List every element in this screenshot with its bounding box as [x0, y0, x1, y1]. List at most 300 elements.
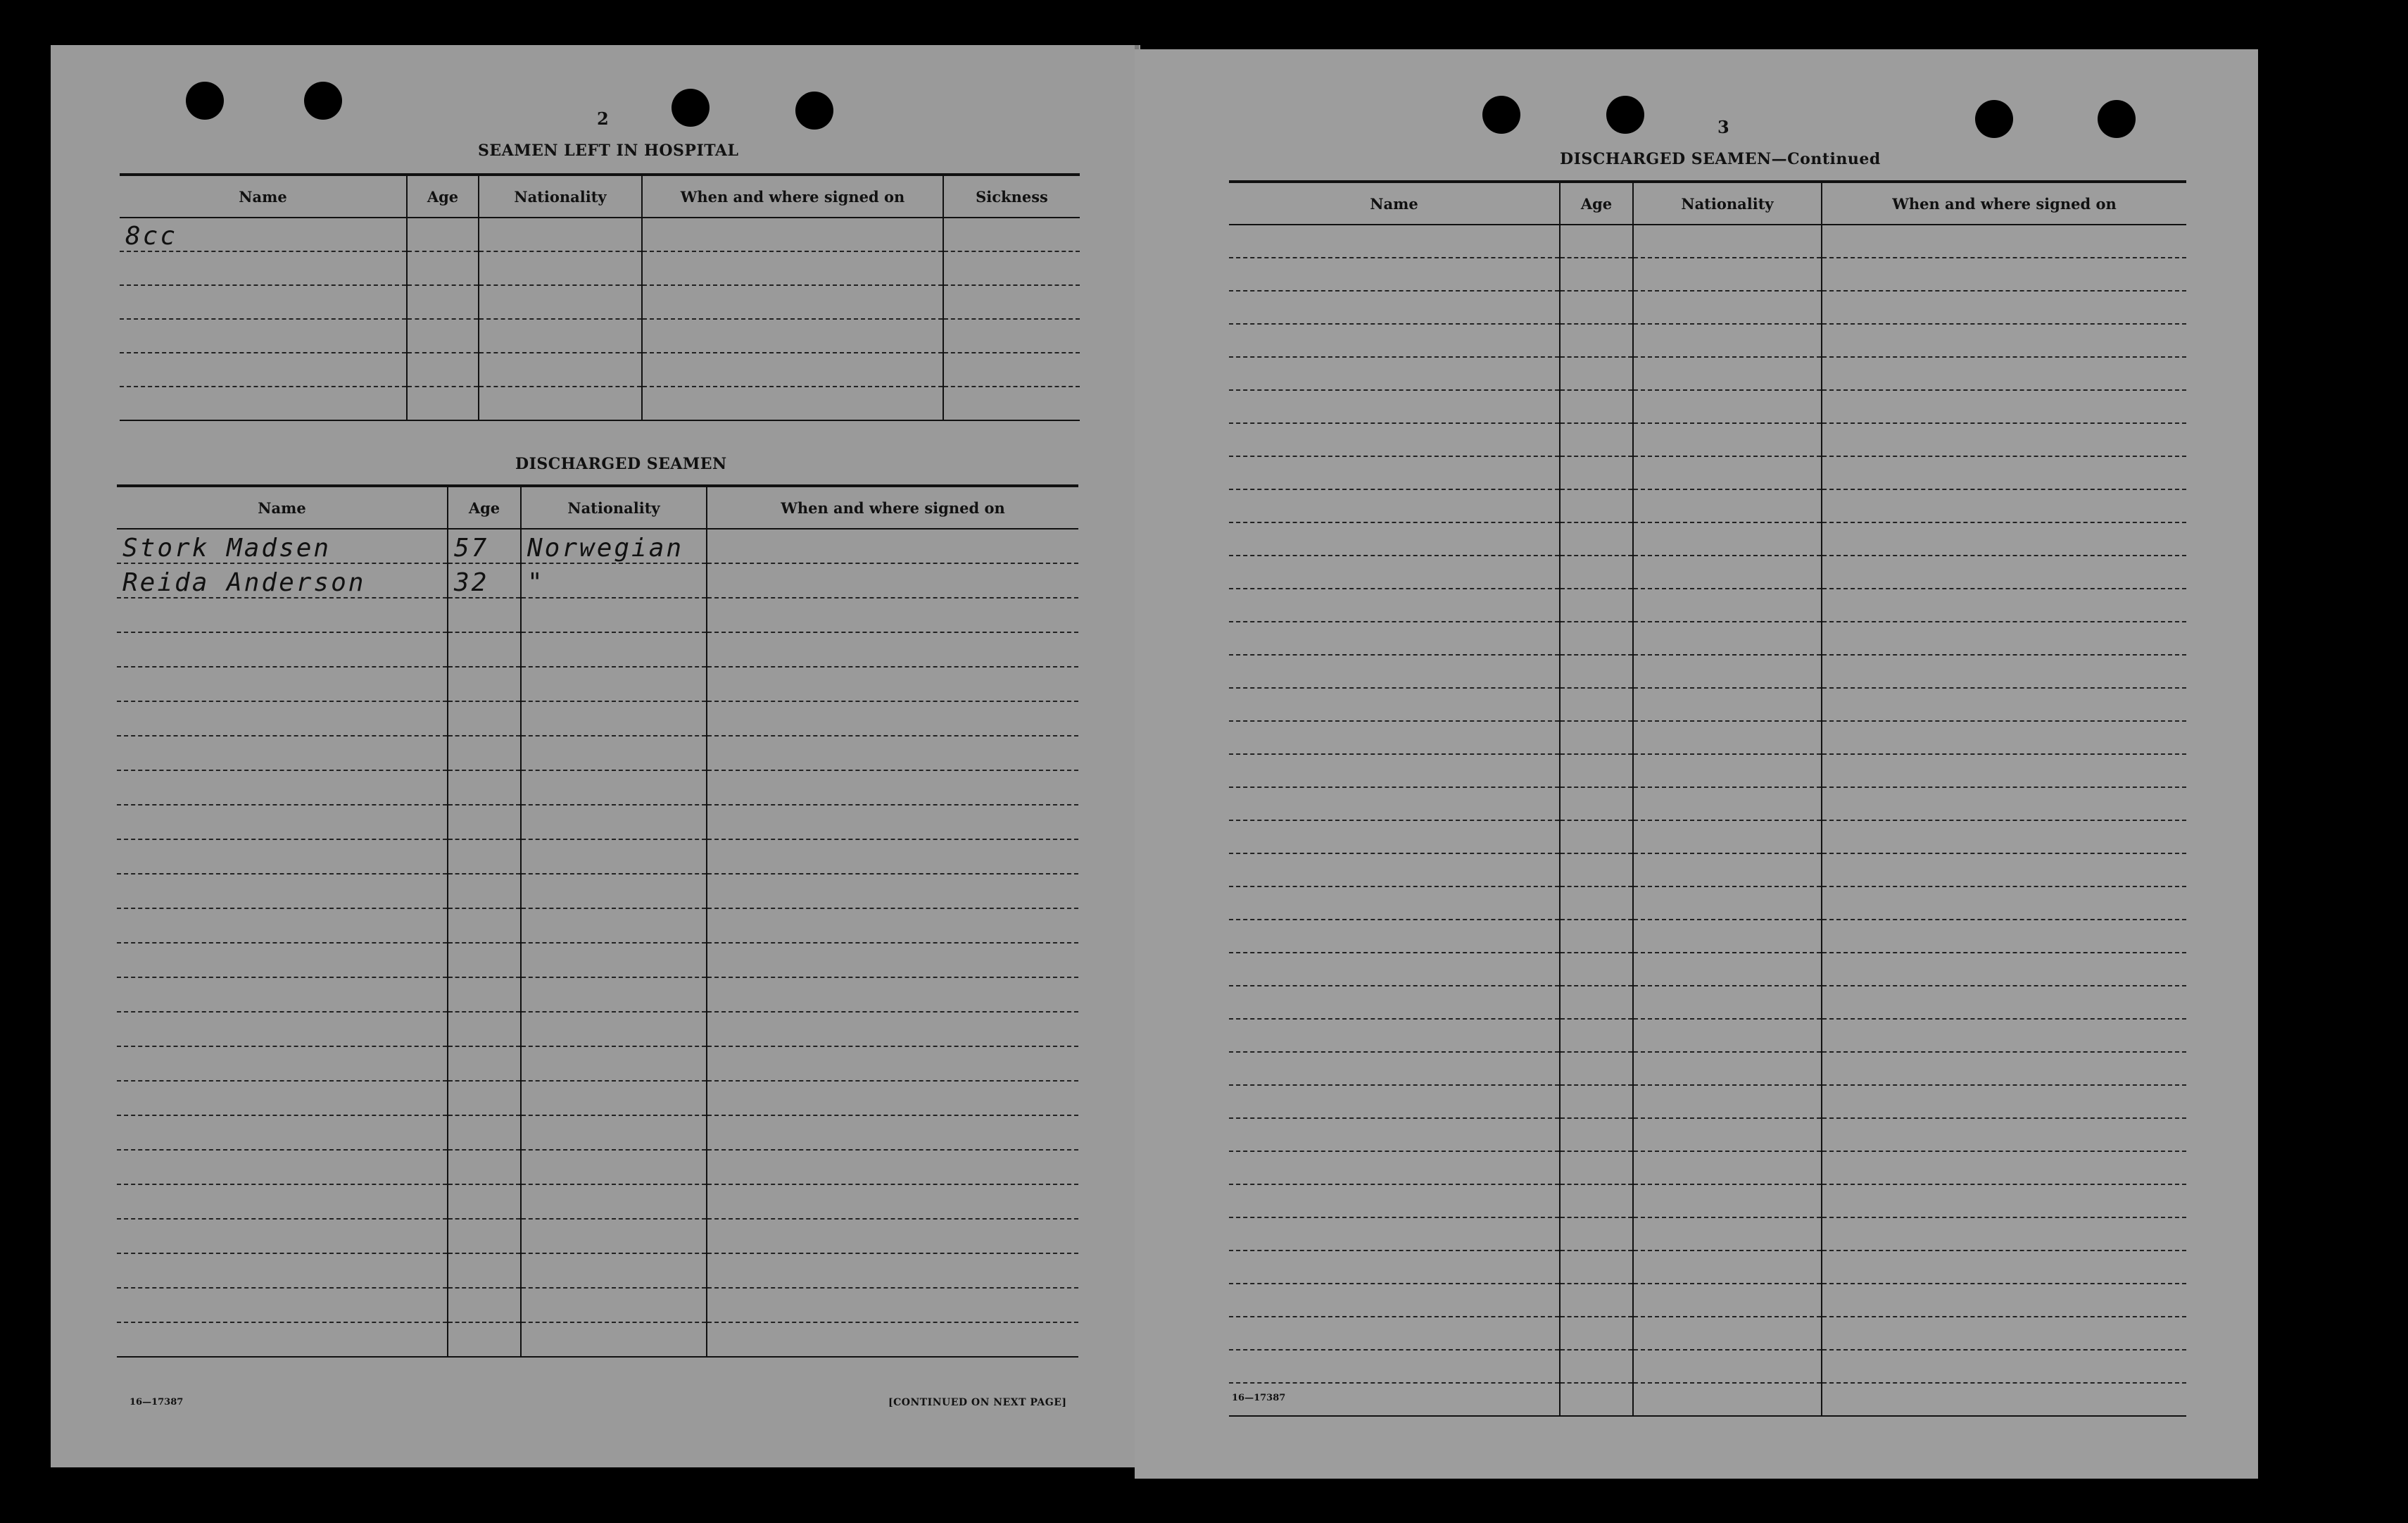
table-cell — [1229, 920, 1560, 953]
table-cell — [1822, 556, 2186, 589]
table-cell — [117, 1081, 448, 1115]
table-cell — [448, 943, 521, 977]
table-cell — [448, 1046, 521, 1081]
table-cell — [521, 874, 707, 908]
table-row — [1229, 622, 2186, 655]
table-cell — [1822, 1019, 2186, 1052]
table-cell — [479, 251, 642, 285]
table-cell — [1822, 754, 2186, 787]
table-cell — [1560, 721, 1633, 754]
table-cell — [117, 874, 448, 908]
table-row — [117, 874, 1078, 908]
table-cell — [707, 1322, 1078, 1357]
table-row — [1229, 357, 2186, 390]
table-row — [1229, 1383, 2186, 1416]
column-header: Name — [117, 486, 448, 529]
table-cell — [707, 1184, 1078, 1219]
table-cell — [448, 736, 521, 770]
table-cell — [521, 839, 707, 874]
column-header: When and where signed on — [642, 175, 943, 218]
table-header-row — [1229, 182, 2186, 225]
table-row — [117, 667, 1078, 701]
table-cell — [707, 1046, 1078, 1081]
table-row — [117, 632, 1078, 667]
table-cell — [943, 387, 1080, 420]
table-cell — [943, 353, 1080, 387]
table-cell — [1633, 423, 1822, 456]
table-cell — [1633, 721, 1822, 754]
table-cell — [1560, 622, 1633, 655]
table-cell — [1822, 721, 2186, 754]
punch-hole — [672, 89, 710, 127]
table-cell — [448, 598, 521, 632]
table-row — [120, 285, 1080, 319]
table-cell — [120, 387, 407, 420]
table-cell — [1560, 357, 1633, 390]
table-cell — [479, 218, 642, 251]
table-cell — [1560, 1317, 1633, 1350]
page-number: 3 — [1717, 117, 1729, 137]
table-row — [1229, 1019, 2186, 1052]
table-cell — [707, 598, 1078, 632]
table-cell — [521, 1046, 707, 1081]
table-cell — [1560, 688, 1633, 721]
table-row — [1229, 1284, 2186, 1317]
table-cell — [479, 285, 642, 319]
table-cell — [642, 319, 943, 353]
table-cell — [117, 943, 448, 977]
table-row — [120, 251, 1080, 285]
table-cell — [407, 251, 479, 285]
table-row — [1229, 1151, 2186, 1184]
table-cell — [1560, 1151, 1633, 1184]
table-cell — [521, 1288, 707, 1322]
table-cell — [1560, 1217, 1633, 1251]
table-cell — [943, 251, 1080, 285]
table-cell — [1229, 1052, 1560, 1085]
table-cell — [1633, 1251, 1822, 1284]
table-cell — [1229, 1317, 1560, 1350]
table-row — [1229, 522, 2186, 556]
table-cell — [1229, 721, 1560, 754]
column-header: Sickness — [943, 175, 1080, 218]
table-cell — [1229, 1151, 1560, 1184]
table-cell — [448, 908, 521, 943]
table-row — [117, 943, 1078, 977]
table-cell — [707, 1115, 1078, 1150]
table-cell — [1633, 522, 1822, 556]
table-cell — [1633, 589, 1822, 622]
table-cell — [521, 1081, 707, 1115]
table-cell — [117, 1115, 448, 1150]
table-cell — [1822, 1085, 2186, 1118]
table-cell — [521, 943, 707, 977]
table-row — [1229, 986, 2186, 1019]
table-cell — [1633, 324, 1822, 357]
table-row — [1229, 721, 2186, 754]
table-cell — [707, 1081, 1078, 1115]
table-row — [117, 1253, 1078, 1288]
table-cell — [642, 218, 943, 251]
table-cell — [117, 1184, 448, 1219]
table-cell — [1229, 1284, 1560, 1317]
table-cell — [1560, 1284, 1633, 1317]
discharged-section-title: DISCHARGED SEAMEN — [515, 455, 727, 473]
table-cell — [1229, 688, 1560, 721]
table-cell — [448, 770, 521, 805]
column-header: Nationality — [479, 175, 642, 218]
table-cell — [117, 701, 448, 736]
table-cell — [1229, 324, 1560, 357]
table-cell — [448, 1150, 521, 1184]
table-cell — [707, 1150, 1078, 1184]
table-cell — [1822, 787, 2186, 820]
table-row — [1229, 1118, 2186, 1151]
discharged-table — [117, 484, 1078, 1358]
table-cell — [521, 1322, 707, 1357]
table-row — [1229, 1052, 2186, 1085]
table-cell — [1822, 820, 2186, 853]
table-cell — [1560, 1383, 1633, 1416]
table-cell — [521, 736, 707, 770]
table-cell — [1822, 324, 2186, 357]
table-row — [1229, 655, 2186, 688]
hospital-table — [120, 173, 1080, 421]
table-cell — [707, 908, 1078, 943]
table-cell — [1560, 787, 1633, 820]
table-cell — [1822, 1251, 2186, 1284]
table-cell: Reida Anderson — [117, 563, 448, 598]
table-cell — [707, 874, 1078, 908]
table-row — [1229, 920, 2186, 953]
table-cell — [117, 977, 448, 1012]
column-header: Nationality — [1633, 182, 1822, 225]
table-cell — [1822, 688, 2186, 721]
table-cell — [1822, 1118, 2186, 1151]
table-cell — [1633, 853, 1822, 886]
table-cell — [1822, 1184, 2186, 1217]
table-cell — [448, 1184, 521, 1219]
table-cell — [1822, 953, 2186, 986]
table-row — [1229, 324, 2186, 357]
table-row — [117, 1012, 1078, 1046]
table-row — [1229, 258, 2186, 291]
table-cell — [1822, 1383, 2186, 1416]
table-cell — [1633, 1052, 1822, 1085]
table-cell — [1633, 489, 1822, 522]
table-cell — [1633, 390, 1822, 423]
table-cell — [1560, 423, 1633, 456]
table-cell — [1560, 556, 1633, 589]
table-cell — [1633, 456, 1822, 489]
table-cell — [1633, 655, 1822, 688]
table-cell — [707, 943, 1078, 977]
table-cell — [448, 839, 521, 874]
table-cell — [407, 387, 479, 420]
table-cell — [943, 285, 1080, 319]
table-cell — [1822, 589, 2186, 622]
table-cell — [1633, 291, 1822, 324]
table-cell — [448, 977, 521, 1012]
table-cell — [1822, 920, 2186, 953]
table-cell — [1229, 357, 1560, 390]
table-cell — [1633, 920, 1822, 953]
table-row — [1229, 1350, 2186, 1383]
table-cell — [1229, 489, 1560, 522]
table-row — [117, 1219, 1078, 1253]
punch-hole — [2098, 100, 2136, 138]
table-cell — [479, 353, 642, 387]
table-cell — [707, 1288, 1078, 1322]
table-cell — [407, 319, 479, 353]
table-cell — [120, 319, 407, 353]
table-cell — [1560, 655, 1633, 688]
table-cell — [1560, 1085, 1633, 1118]
table-cell — [1822, 258, 2186, 291]
table-cell — [1822, 1284, 2186, 1317]
table-cell — [1633, 688, 1822, 721]
table-cell — [117, 1253, 448, 1288]
table-cell — [120, 251, 407, 285]
table-cell — [1633, 1284, 1822, 1317]
table-cell — [1822, 1052, 2186, 1085]
table-cell — [1822, 622, 2186, 655]
table-cell — [521, 667, 707, 701]
table-cell — [521, 1253, 707, 1288]
table-row — [1229, 1184, 2186, 1217]
table-cell — [1633, 622, 1822, 655]
table-cell — [407, 353, 479, 387]
discharged-continued-title: DISCHARGED SEAMEN—Continued — [1560, 150, 1881, 168]
table-cell — [1633, 1217, 1822, 1251]
table-cell — [1633, 1118, 1822, 1151]
table-cell — [521, 701, 707, 736]
table-row — [117, 736, 1078, 770]
table-row — [117, 977, 1078, 1012]
table-cell — [707, 977, 1078, 1012]
table-cell — [117, 1322, 448, 1357]
table-cell — [1822, 390, 2186, 423]
table-cell — [521, 1012, 707, 1046]
table-header-row — [117, 486, 1078, 529]
table-cell — [479, 319, 642, 353]
table-cell — [1822, 423, 2186, 456]
table-row — [1229, 556, 2186, 589]
table-cell — [1229, 390, 1560, 423]
table-cell — [707, 736, 1078, 770]
table-cell — [521, 1184, 707, 1219]
table-row — [1229, 688, 2186, 721]
table-cell — [1560, 1118, 1633, 1151]
table-row — [117, 563, 1078, 598]
table-cell — [521, 1219, 707, 1253]
table-cell — [707, 1219, 1078, 1253]
table-cell — [1633, 754, 1822, 787]
table-cell — [1229, 820, 1560, 853]
table-cell — [1229, 986, 1560, 1019]
table-cell — [448, 667, 521, 701]
table-cell — [1560, 1019, 1633, 1052]
table-cell — [1633, 1085, 1822, 1118]
punch-hole — [795, 92, 833, 130]
table-cell — [117, 1150, 448, 1184]
table-cell — [521, 805, 707, 839]
table-cell — [1560, 522, 1633, 556]
table-cell — [642, 285, 943, 319]
table-row — [1229, 853, 2186, 886]
table-cell — [1822, 1151, 2186, 1184]
table-cell — [1229, 655, 1560, 688]
table-cell — [521, 632, 707, 667]
table-cell — [117, 805, 448, 839]
table-cell — [1822, 225, 2186, 258]
table-cell — [448, 805, 521, 839]
table-row — [120, 387, 1080, 420]
table-row — [117, 770, 1078, 805]
table-cell — [448, 874, 521, 908]
table-row — [1229, 1251, 2186, 1284]
table-cell — [479, 387, 642, 420]
table-cell — [707, 770, 1078, 805]
punch-hole — [1482, 96, 1520, 134]
table-cell — [521, 598, 707, 632]
table-cell — [1822, 853, 2186, 886]
table-cell: Stork Madsen — [117, 529, 448, 563]
right-page — [1135, 49, 2258, 1479]
table-cell: 57 — [448, 529, 521, 563]
column-header: Name — [1229, 182, 1560, 225]
table-cell — [1822, 357, 2186, 390]
table-row — [1229, 589, 2186, 622]
table-row — [117, 1288, 1078, 1322]
punch-hole — [1975, 100, 2013, 138]
table-cell — [521, 908, 707, 943]
table-row — [1229, 886, 2186, 920]
hospital-section-title: SEAMEN LEFT IN HOSPITAL — [478, 142, 739, 160]
column-header: Name — [120, 175, 407, 218]
table-cell — [642, 353, 943, 387]
table-cell — [1633, 787, 1822, 820]
table-row — [117, 529, 1078, 563]
table-row — [117, 908, 1078, 943]
table-row — [117, 1150, 1078, 1184]
table-cell — [1229, 1019, 1560, 1052]
table-row — [1229, 787, 2186, 820]
punch-hole — [1606, 96, 1644, 134]
table-row — [120, 218, 1080, 251]
page-number: 2 — [597, 108, 609, 129]
table-row — [1229, 754, 2186, 787]
table-cell: 8cc — [120, 218, 407, 251]
table-cell — [1229, 556, 1560, 589]
table-row — [1229, 390, 2186, 423]
table-cell — [1560, 953, 1633, 986]
table-cell — [1560, 754, 1633, 787]
table-row — [1229, 1085, 2186, 1118]
table-header-row — [120, 175, 1080, 218]
table-cell — [117, 908, 448, 943]
table-cell — [1822, 489, 2186, 522]
table-cell — [1229, 225, 1560, 258]
table-cell — [642, 251, 943, 285]
table-cell — [1560, 853, 1633, 886]
table-cell — [120, 353, 407, 387]
table-cell — [1229, 1217, 1560, 1251]
table-cell — [1229, 1184, 1560, 1217]
table-cell — [1560, 1350, 1633, 1383]
table-cell — [1633, 1019, 1822, 1052]
table-cell — [1822, 456, 2186, 489]
table-cell — [1633, 820, 1822, 853]
table-row — [117, 1184, 1078, 1219]
table-cell — [117, 632, 448, 667]
table-cell — [1229, 1118, 1560, 1151]
table-cell — [1633, 258, 1822, 291]
table-cell — [117, 667, 448, 701]
table-row — [117, 701, 1078, 736]
table-cell — [448, 1253, 521, 1288]
table-cell — [1822, 986, 2186, 1019]
table-cell — [1822, 1317, 2186, 1350]
table-cell: 32 — [448, 563, 521, 598]
table-cell — [943, 319, 1080, 353]
table-row — [1229, 423, 2186, 456]
table-cell — [1822, 886, 2186, 920]
table-cell — [448, 1115, 521, 1150]
form-code: 16—17387 — [130, 1397, 184, 1408]
table-row — [117, 1046, 1078, 1081]
table-row — [117, 805, 1078, 839]
table-row — [120, 319, 1080, 353]
table-row — [1229, 456, 2186, 489]
table-cell — [707, 701, 1078, 736]
table-cell — [1229, 1085, 1560, 1118]
table-cell — [117, 770, 448, 805]
table-cell — [1229, 754, 1560, 787]
table-row — [1229, 1217, 2186, 1251]
form-code: 16—17387 — [1232, 1393, 1286, 1403]
table-cell — [1560, 390, 1633, 423]
table-cell — [1229, 622, 1560, 655]
table-cell — [1229, 1350, 1560, 1383]
table-cell — [521, 977, 707, 1012]
table-cell — [1229, 787, 1560, 820]
table-cell — [1560, 456, 1633, 489]
continued-note: [CONTINUED ON NEXT PAGE] — [888, 1397, 1067, 1408]
table-cell — [1822, 655, 2186, 688]
table-cell — [943, 218, 1080, 251]
table-cell — [1560, 1184, 1633, 1217]
table-cell — [1560, 489, 1633, 522]
table-cell — [1633, 1350, 1822, 1383]
table-cell — [1229, 886, 1560, 920]
table-cell — [448, 1081, 521, 1115]
table-cell — [117, 736, 448, 770]
column-header: Nationality — [521, 486, 707, 529]
table-cell — [1633, 1317, 1822, 1350]
table-cell — [642, 387, 943, 420]
table-cell: " — [521, 563, 707, 598]
column-header: Age — [407, 175, 479, 218]
table-row — [117, 1322, 1078, 1357]
table-cell — [1822, 291, 2186, 324]
table-cell — [521, 770, 707, 805]
table-cell — [117, 1012, 448, 1046]
table-cell — [707, 1012, 1078, 1046]
table-cell — [407, 285, 479, 319]
table-cell — [448, 1219, 521, 1253]
table-cell — [1560, 986, 1633, 1019]
